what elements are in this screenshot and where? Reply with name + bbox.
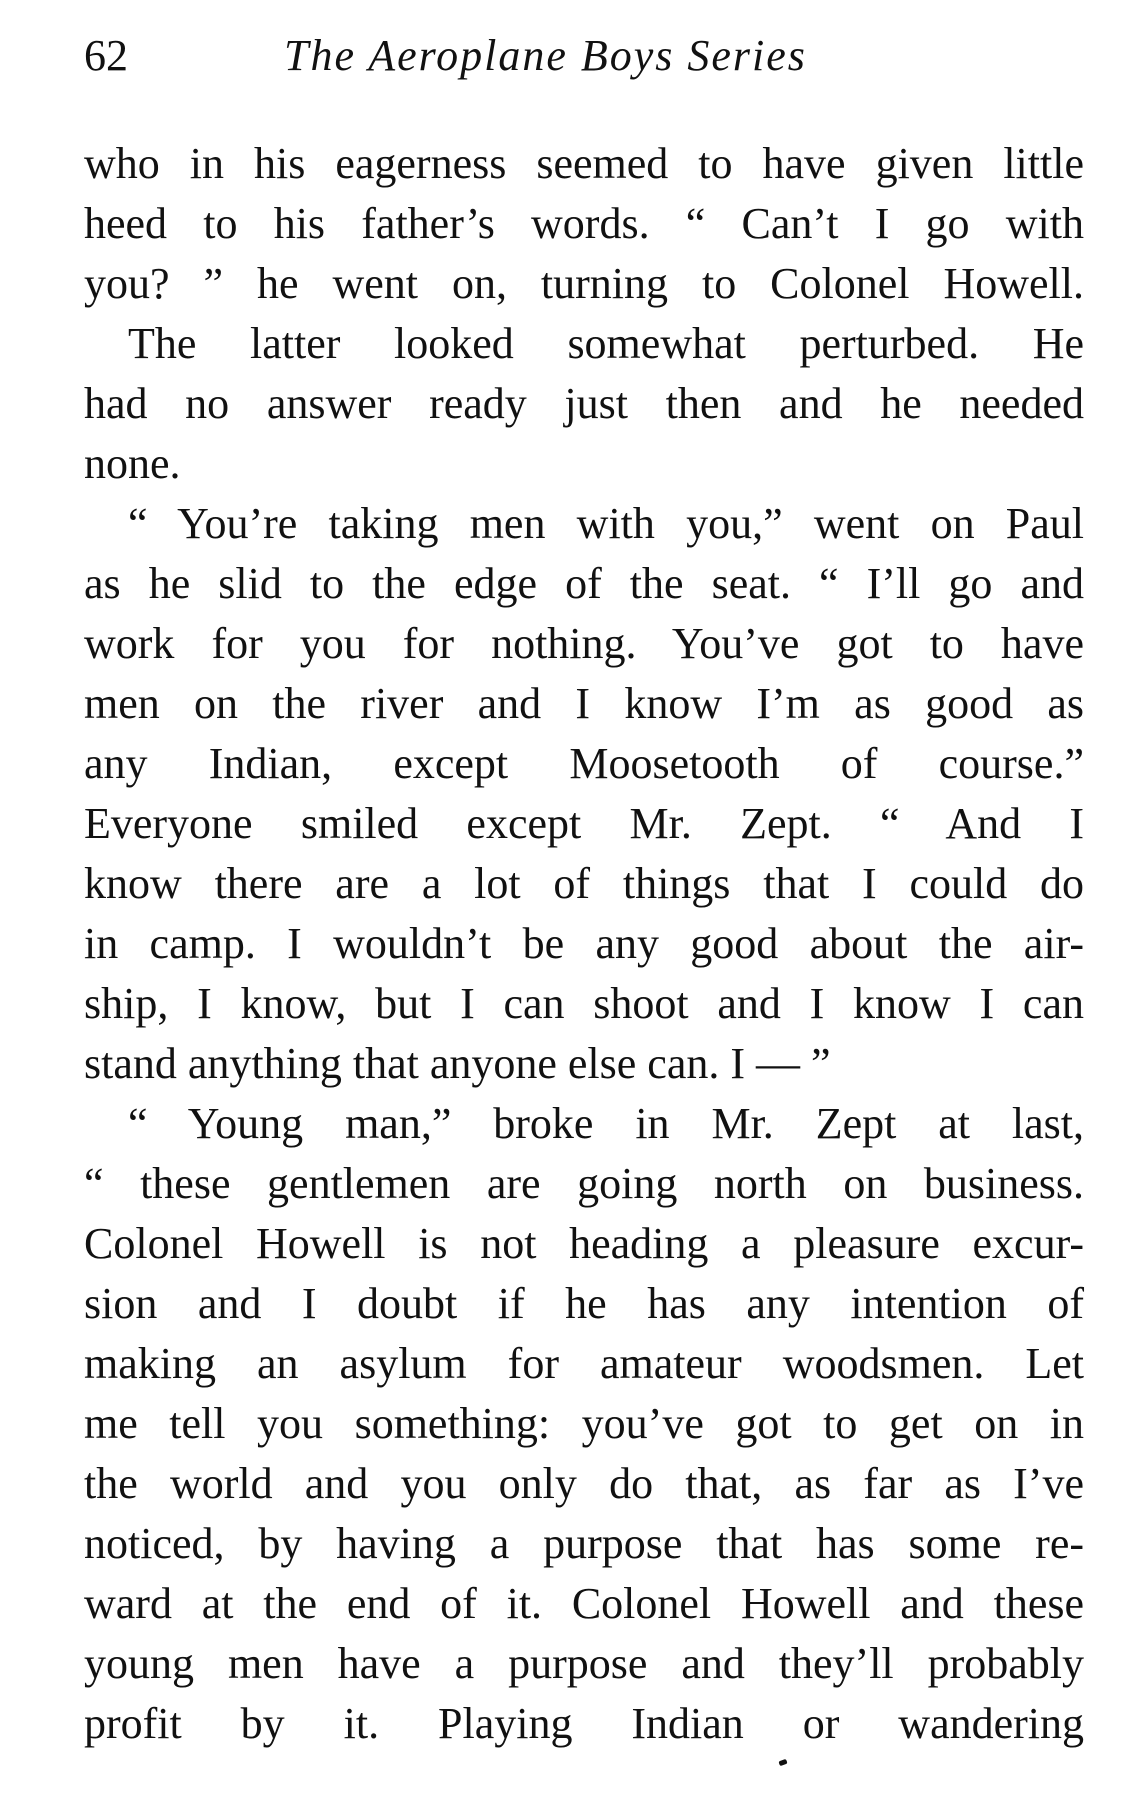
text-line: sion and I doubt if he has any intention of <box>84 1279 1084 1328</box>
text-line: making an asylum for amateur woodsmen. Let <box>84 1339 1084 1388</box>
text-line: work for you for nothing. You’ve got to have <box>84 619 1084 668</box>
series-title: The Aeroplane Boys Series <box>284 31 807 80</box>
text-line: ship, I know, but I can shoot and I know I can <box>84 979 1084 1028</box>
text-line: had no answer ready just then and he needed <box>84 379 1084 428</box>
text-line: none. <box>84 439 181 488</box>
text-line: heed to his father’s words. “ Can’t I go with <box>84 199 1084 248</box>
text-line: me tell you something: you’ve got to get on in <box>84 1399 1084 1448</box>
text-line: Everyone smiled except Mr. Zept. “ And I <box>84 799 1084 848</box>
body-text <box>84 134 1084 1754</box>
text-line: know there are a lot of things that I could do <box>84 859 1084 908</box>
running-head <box>84 22 1084 92</box>
text-line: Colonel Howell is not heading a pleasure excur- <box>84 1219 1084 1268</box>
text-line: The latter looked somewhat perturbed. He <box>128 319 1084 368</box>
text-line: “ these gentlemen are going north on business. <box>84 1159 1084 1208</box>
text-line: “ Young man,” broke in Mr. Zept at last, <box>128 1099 1084 1148</box>
page-number: 62 <box>84 31 128 80</box>
text-line: men on the river and I know I’m as good as <box>84 679 1084 728</box>
text-line: any Indian, except Moosetooth of course.” <box>84 739 1084 788</box>
text-line: in camp. I wouldn’t be any good about the air- <box>84 919 1084 968</box>
text-line: stand anything that anyone else can. I — ” <box>84 1039 831 1088</box>
text-line: who in his eagerness seemed to have given little <box>84 139 1084 188</box>
text-line: “ You’re taking men with you,” went on Paul <box>128 499 1084 548</box>
text-line: ward at the end of it. Colonel Howell and these <box>84 1579 1084 1628</box>
text-line: profit by it. Playing Indian or wandering <box>84 1699 1084 1748</box>
text-line: young men have a purpose and they’ll probably <box>84 1639 1084 1688</box>
text-line: as he slid to the edge of the seat. “ I’ll go and <box>84 559 1084 608</box>
ink-speck <box>778 1759 787 1766</box>
text-line: you? ” he went on, turning to Colonel Howell. <box>84 259 1084 308</box>
text-line: noticed, by having a purpose that has some re- <box>84 1519 1084 1568</box>
text-line: the world and you only do that, as far as I’ve <box>84 1459 1084 1508</box>
